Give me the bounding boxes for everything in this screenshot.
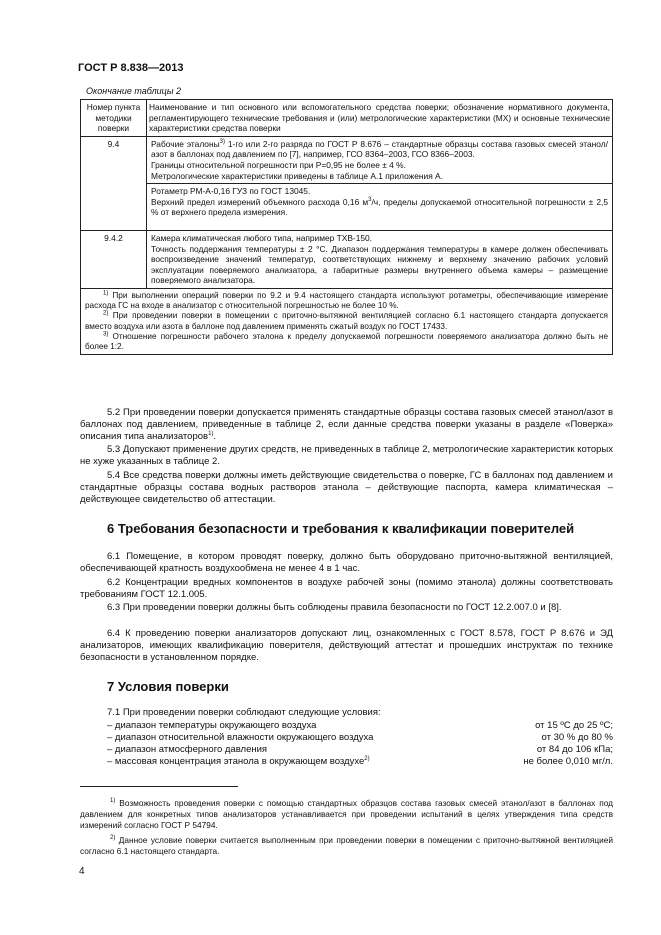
paragraph-5-3: 5.3 Допускают применение других средств, не приведенных в таблице 2, метрологические характеристик которых не хуже указанных в таблице 2. [80,444,613,467]
paragraph-7-1: 7.1 При проведении поверки соблюдают следующие условия: [107,707,381,718]
paragraph-6-4: 6.4 К проведению поверки анализаторов допускают лиц, ознакомленных с ГОСТ 8.578, ГОСТ Р 8.676 и ЭД анализаторов, имеющих квалификацию поверителя, действующий аттестат и прошедших инструктаж по технике безопасности в установленном порядке. [80,628,613,663]
cell-text: Верхний предел измерений объемного расхода 0,16 $м^3/ч$, пределы допускаемой относительной погрешности ± 2,5 % от верхнего предела измерения. [151,196,608,218]
section-7-heading: 7 Условия поверки [107,679,229,694]
table-notes [81,288,613,354]
table-note: $^{2)}$ При проведении поверки в помещении с приточно-вытяжной вентиляцией согласно 6.1 настоящего стандарта допускается вместо воздуха или азота в баллоне под давлением применять сжатый воздух по ГОСТ 17433. [85,310,608,331]
footnote: $^{1)}$ Возможность проведения поверки с помощью стандартных образцов состава газовых смесей этанол/азот в баллонах под давлением для конкретных типов анализаторов устанавливается при проведении испытаний в целях утверждения типа средств измерений согласно ГОСТ Р 54794. [80,798,613,830]
cell-text: Метрологические характеристики приведены в таблице А.1 приложения А. [151,170,443,181]
table-header-row [81,100,613,137]
paragraph-6-2: 6.2 Концентрации вредных компонентов в воздухе рабочей зоны (помимо этанола) должны соответствовать требованиям ГОСТ 12.1.005. [80,577,613,600]
table-notes-row [81,288,613,354]
list-item: – диапазон атмосферного давления от 84 до 106 кПа; [107,744,613,755]
table-row [81,230,613,288]
paragraph-5-2: 5.2 При проведении поверки допускается применять стандартные образцы состава газовых смесей этанол/азот в баллонах под давлением, приведенные в таблице 2, если данные средства поверки указаны в разделе «Поверка» описания типа анализаторов$^{1)}$. [80,407,613,442]
table-2 [80,99,613,355]
cell-text: Ротаметр РМ-А-0,16 ГУЗ по ГОСТ 13045. [151,186,311,197]
table-cell [147,184,613,231]
table-cell [147,230,613,288]
table-cell [147,136,613,183]
page-number: 4 [79,866,85,877]
table-note: $^{3)}$ Отношение погрешности рабочего эталона к пределу допускаемой погрешности поверяемого анализатора должно быть не более 1:2. [85,330,608,351]
table-row [81,184,613,231]
document-header: ГОСТ Р 8.838—2013 [78,62,184,74]
cell-text: Рабочие эталоны$^{3)}$ 1-го или 2-го разряда по ГОСТ Р 8.676 – стандартные образцы состава газовых смесей этанол/азот в баллонах под давлением по [7], например, ГСО 8364–2003, ГСО 8366–2003. [151,138,608,160]
list-item: – массовая концентрация этанола в окружающем воздухе$^{2)}$ не более 0,010 мг/л. [107,755,613,767]
section-6-heading: 6 Требования безопасности и требования к квалификации поверителей [107,521,575,536]
col-header-description: Наименование и тип основного или вспомогательного средства поверки; обозначение нормативного документа, регламентирующего технические требования и (или) метрологические характеристики (МХ) и основные технические характеристики средства поверки [147,100,613,137]
cell-text: Точность поддержания температуры ± 2 °С. Диапазон поддержания температуры в камере должен обеспечивать воспроизведение значений температур, соответствующих нижнему и верхнему значению рабочих условий эксплуатации поверяемого анализатора, а габаритные размеры внутреннего объема камеры – размещение поверяемого анализатора. [151,243,608,286]
cell-text: Границы относительной погрешности при Р=0,95 не более ± 4 %. [151,159,406,170]
cell-text: Камера климатическая любого типа, например ТХВ-150. [151,232,373,243]
paragraph-6-1: 6.1 Помещение, в котором проводят поверку, должно быть оборудовано приточно-вытяжной вентиляцией, обеспечивающей кратность воздухообмена не менее 4 в 1 час. [80,551,613,574]
list-item: – диапазон температуры окружающего воздуха от 15 ºС до 25 ºС; [107,720,613,731]
row-number: 9.4 [81,136,147,230]
paragraph-5-4: 5.4 Все средства поверки должны иметь действующие свидетельства о поверке, ГС в баллонах под давлением и стандартные образцы состава водных растворов этанола – действующие паспорта, камера климатическая – действующее свидетельство об аттестации. [80,470,613,505]
row-number: 9.4.2 [81,230,147,288]
list-item: – диапазон относительной влажности окружающего воздуха от 30 % до 80 % [107,732,613,743]
footnote: $^{2)}$ Данное условие поверки считается выполненным при проведении поверки в помещении с приточно-вытяжной вентиляцией согласно 6.1 настоящего стандарта. [80,835,613,856]
footnote-separator [80,786,238,787]
table-note: $^{1)}$ При выполнении операций поверки по 9.2 и 9.4 настоящего стандарта используют ротаметры, обеспечивающие измерение расхода ГС на входе в анализатор с относительной погрешностью не более 10 %. [85,290,608,311]
conditions-list [80,720,613,768]
paragraph-6-3: 6.3 При проведении поверки должны быть соблюдены правила безопасности по ГОСТ 12.2.007.0 и [8]. [107,602,562,613]
table-continuation-caption: Окончание таблицы 2 [86,86,181,96]
col-header-number: Номер пункта методики поверки [81,100,147,137]
table-row [81,136,613,183]
